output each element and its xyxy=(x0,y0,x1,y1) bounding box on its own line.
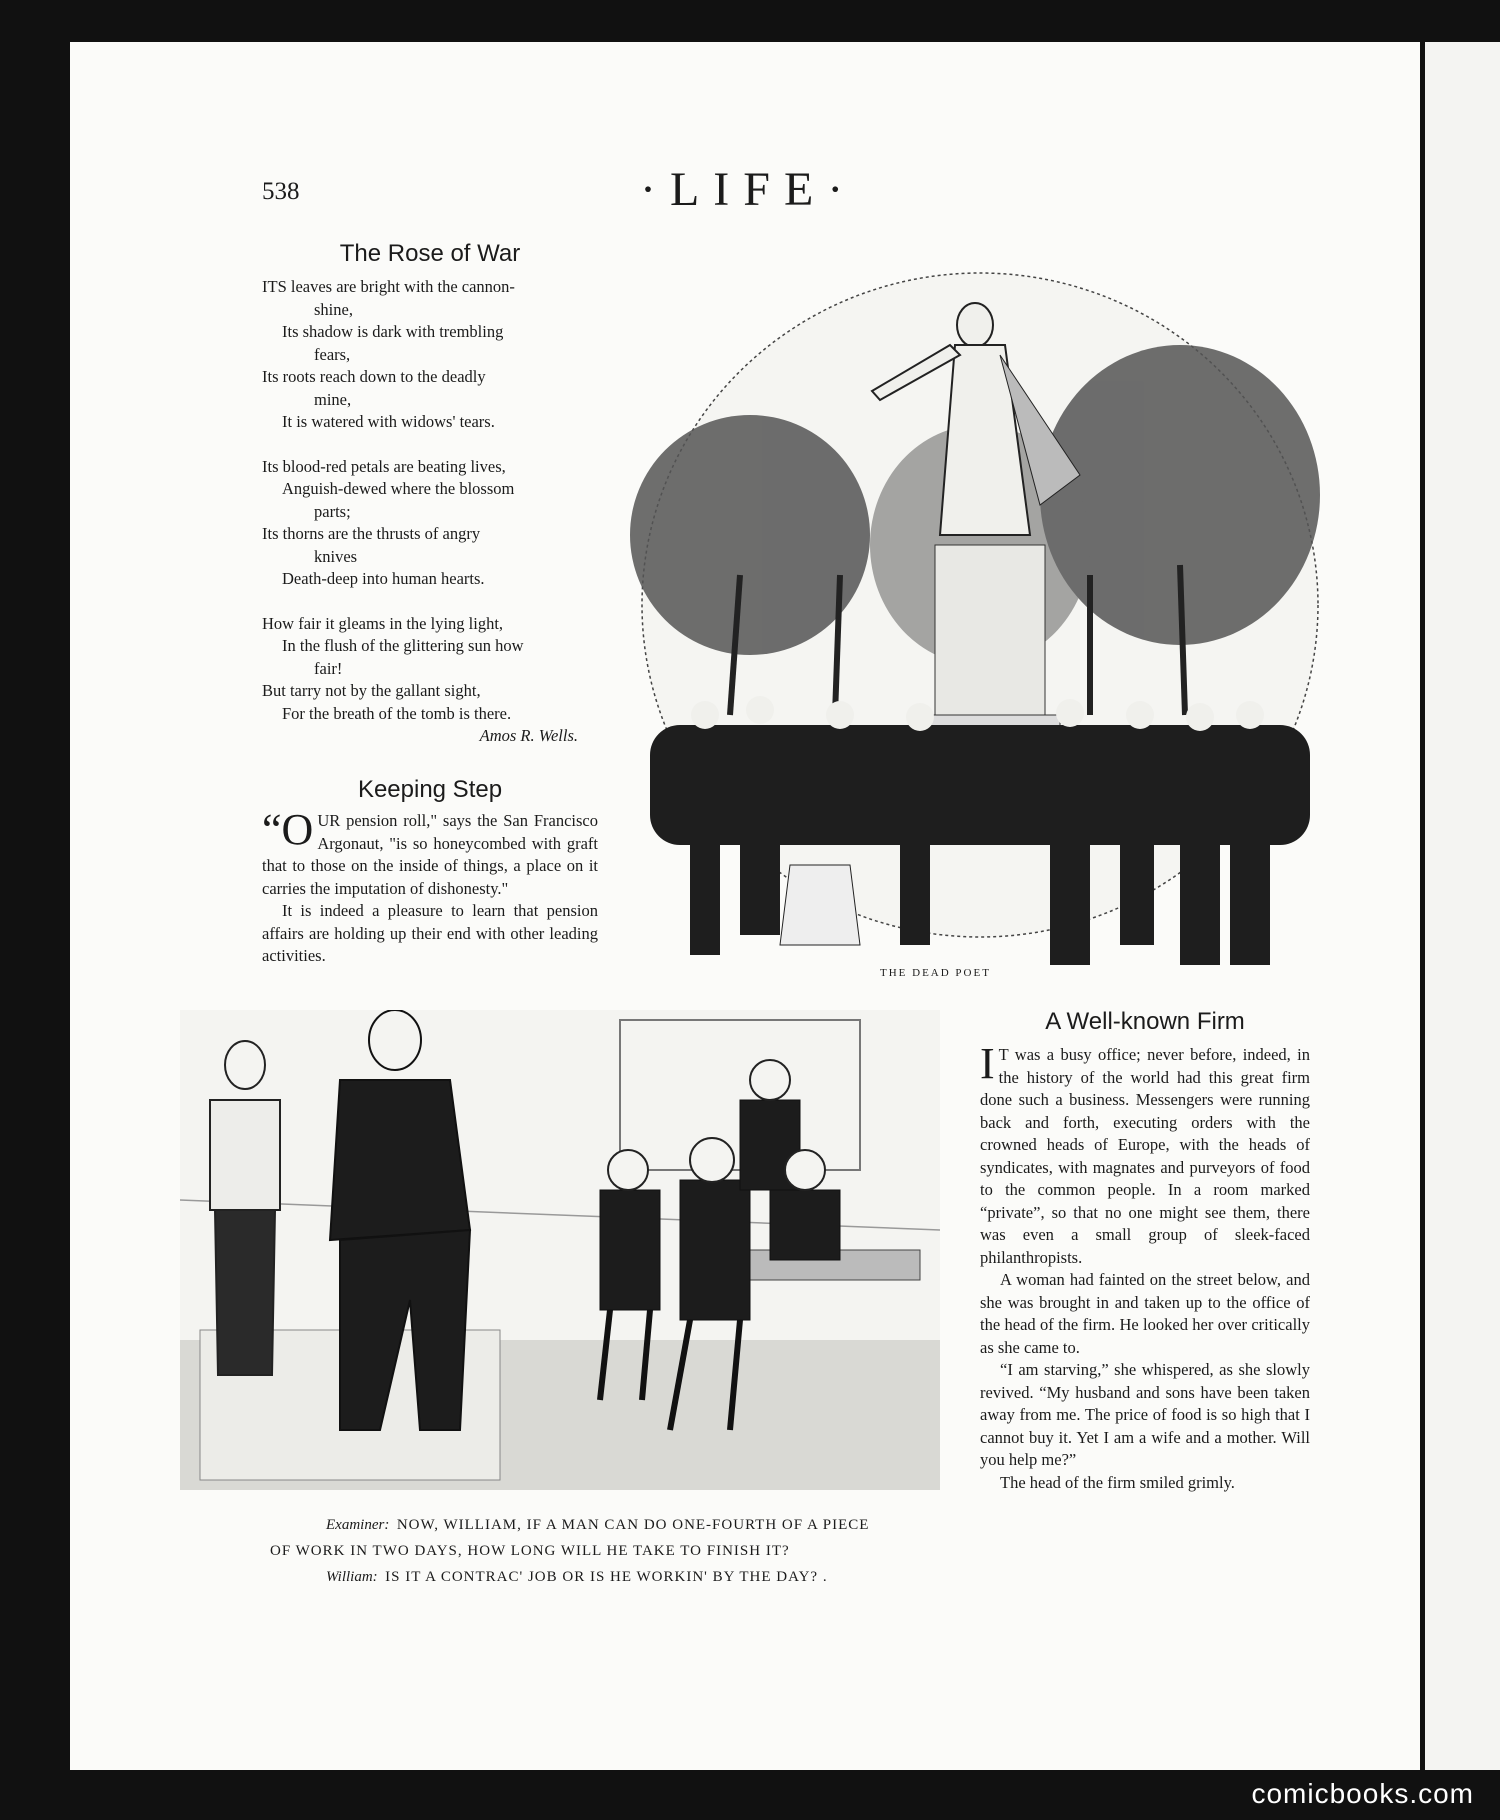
dead-poet-illustration xyxy=(620,245,1340,965)
examiner-illustration xyxy=(180,1010,940,1490)
keeping-step-title: Keeping Step xyxy=(357,776,503,803)
firm-para-3: “I am starving,” she whispered, as she slowly revived. “My husband and sons have been taken away from me. The price of food is so high that I cannot buy it. Yet I am a wife and a mother. Will you help me?” xyxy=(980,1360,1310,1469)
paragraph-text: UR pension roll," says the San Francisco Argonaut, "is so honeycombed with graft that to those on the inside of things, a place on it carries the imputation of dishonesty." xyxy=(262,811,598,898)
keeping-step-para-1 xyxy=(262,805,598,900)
poem-line: parts; xyxy=(314,501,351,521)
poem-author: Amos R. Wells. xyxy=(479,726,578,745)
keeping-step-para-2: It is indeed a pleasure to learn that pension affairs are holding up their end with other leading activities. xyxy=(262,901,598,965)
poem-line: ITS leaves are bright with the cannon- xyxy=(262,277,515,296)
poem-line: Its roots reach down to the deadly xyxy=(262,367,486,386)
adjacent-page-edge xyxy=(1422,42,1500,1770)
william-answer: IS IT A CONTRAC' JOB OR IS HE WORKIN' BY THE DAY? . xyxy=(385,1569,828,1585)
rose-of-war-poem xyxy=(262,276,598,748)
well-known-firm-article xyxy=(980,1039,1310,1494)
page-number: 538 xyxy=(262,178,300,205)
examiner-caption xyxy=(270,1512,930,1590)
poem-line: mine, xyxy=(314,389,352,409)
firm-para-2: A woman had fainted on the street below, and she was brought in and taken up to the office of the head of the firm. He looked her over critically as she came to. xyxy=(980,1270,1310,1357)
examiner-question: NOW, WILLIAM, IF A MAN CAN DO ONE-FOURTH OF A PIECE xyxy=(396,1517,870,1533)
poem-line: fair! xyxy=(314,658,343,678)
poem-stanza-1 xyxy=(262,276,598,434)
poem-line: In the flush of the glittering sun how xyxy=(282,636,524,655)
poem-line: Death-deep into human hearts. xyxy=(282,569,485,588)
speaker-william: William: xyxy=(326,1569,378,1585)
poem-line: It is watered with widows' tears. xyxy=(282,412,495,431)
caption-line-1 xyxy=(270,1512,930,1538)
masthead: ·LIFE· xyxy=(640,163,858,216)
drop-cap: “O xyxy=(262,805,314,854)
poem-line: Its thorns are the thrusts of angry xyxy=(262,524,481,543)
poem-line: Its shadow is dark with trembling xyxy=(282,322,504,341)
poem-stanza-3 xyxy=(262,613,598,748)
firm-para-4: The head of the firm smiled grimly. xyxy=(1000,1472,1235,1492)
poem-line: shine, xyxy=(314,299,353,319)
paragraph-text: T was a busy office; never before, indeed, in the history of the world had this great firm done such a business. Messengers were running back and forth, executing orders with the crowned heads of Europe, with the heads of syndicates, with magnates and purveyors of food to the common people. In a room marked “private”, so that no one might see them, there was even a small group of sleek-faced philanthropists. xyxy=(980,1045,1310,1267)
keeping-step-article xyxy=(262,805,598,968)
well-known-firm-title: A Well-known Firm xyxy=(1045,1008,1245,1035)
poem-stanza-2 xyxy=(262,456,598,591)
caption-line-2 xyxy=(270,1564,930,1590)
examiner-question-cont: OF WORK IN TWO DAYS, HOW LONG WILL HE TAKE TO FINISH IT? xyxy=(270,1543,790,1559)
poem-line: But tarry not by the gallant sight, xyxy=(262,681,481,700)
poem-line: For the breath of the tomb is there. xyxy=(282,703,512,723)
watermark: comicbooks.com xyxy=(1251,1778,1474,1809)
poem-line: knives xyxy=(314,546,358,566)
firm-para-1 xyxy=(980,1039,1310,1269)
poem-line: fears, xyxy=(314,344,351,364)
poem-line: Its blood-red petals are beating lives, xyxy=(262,456,506,476)
drop-cap: I xyxy=(980,1039,995,1088)
poem-line: How fair it gleams in the lying light, xyxy=(262,613,504,633)
poem-line: Anguish-dewed where the blossom xyxy=(282,479,515,498)
dead-poet-caption: THE DEAD POET xyxy=(880,967,991,979)
speaker-examiner: Examiner: xyxy=(326,1517,390,1533)
rose-of-war-title: The Rose of War xyxy=(339,240,521,267)
